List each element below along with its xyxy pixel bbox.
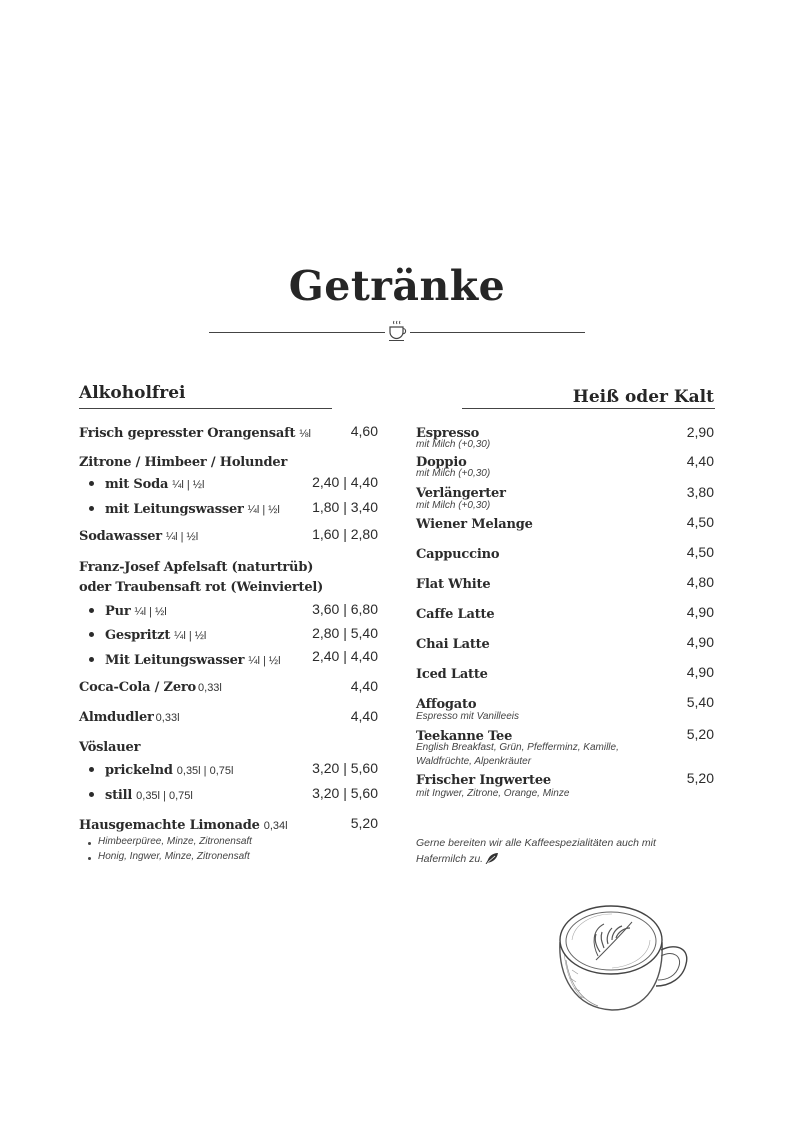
item-price: 4,50 xyxy=(686,544,714,560)
item-price: 4,90 xyxy=(686,634,714,650)
item-name: mit Leitungswasser xyxy=(105,502,244,517)
section-heading-alkoholfrei: Alkoholfrei xyxy=(79,383,186,403)
item-price: 2,80 | 5,40 xyxy=(312,625,378,641)
leaf-icon xyxy=(485,852,499,864)
item-name: Zitrone / Himbeer / Holunder xyxy=(79,455,288,470)
item-name: Hausgemachte Limonade xyxy=(79,818,260,833)
menu-group-heading xyxy=(79,453,287,471)
menu-item xyxy=(416,545,499,563)
item-name: Affogato xyxy=(416,697,477,712)
item-unit: ¼l | ½l xyxy=(134,606,167,618)
item-price: 4,40 xyxy=(350,678,378,694)
menu-item xyxy=(105,786,193,804)
item-price: 5,40 xyxy=(686,694,714,710)
item-note: mit Milch (+0,30) xyxy=(416,468,491,479)
section-rule-left xyxy=(79,408,332,409)
item-price: 2,40 | 4,40 xyxy=(312,648,378,664)
item-unit: ¼l | ½l xyxy=(174,630,207,642)
item-name: still xyxy=(105,788,133,803)
item-name: Espresso xyxy=(416,426,480,441)
title-divider-right xyxy=(410,332,585,333)
item-price: 2,90 xyxy=(686,424,714,440)
menu-item xyxy=(416,515,533,533)
item-price: 3,60 | 6,80 xyxy=(312,601,378,617)
item-name: Mit Leitungswasser xyxy=(105,653,245,668)
item-price: 3,20 | 5,60 xyxy=(312,785,378,801)
item-price: 4,80 xyxy=(686,574,714,590)
menu-group-heading xyxy=(79,738,140,756)
list-bullet xyxy=(89,632,94,637)
limonade-option: Himbeerpüree, Minze, Zitronensaft xyxy=(98,836,252,847)
footnote-line1: Gerne bereiten wir alle Kaffeespezialitäten auch mit xyxy=(416,837,656,849)
item-price: 5,20 xyxy=(350,815,378,831)
item-note: mit Milch (+0,30) xyxy=(416,500,491,511)
item-price: 4,40 xyxy=(686,453,714,469)
title-divider-left xyxy=(209,332,385,333)
item-name: Iced Latte xyxy=(416,667,488,682)
coffee-cup-icon xyxy=(385,319,409,343)
menu-item xyxy=(105,626,206,644)
menu-item xyxy=(79,678,222,696)
section-rule-right xyxy=(462,408,715,409)
item-price: 4,90 xyxy=(686,664,714,680)
item-unit: ¼l | ½l xyxy=(172,479,205,491)
list-bullet xyxy=(88,842,91,845)
item-unit: ¼l | ½l xyxy=(165,531,199,543)
item-unit: 0,35l | 0,75l xyxy=(136,790,193,802)
page-title: Getränke xyxy=(288,262,506,310)
item-unit: ¼l | ½l xyxy=(247,504,280,516)
menu-item xyxy=(416,771,551,789)
item-name: Verlängerter xyxy=(416,486,506,501)
item-price: 4,50 xyxy=(686,514,714,530)
menu-item xyxy=(105,651,281,669)
menu-item xyxy=(416,575,490,593)
item-price: 4,40 xyxy=(350,708,378,724)
item-price: 4,90 xyxy=(686,604,714,620)
item-price: 3,80 xyxy=(686,484,714,500)
menu-item xyxy=(416,605,494,623)
menu-item xyxy=(105,475,204,493)
item-note: mit Milch (+0,30) xyxy=(416,439,491,450)
item-unit: ¼l | ½l xyxy=(248,655,281,667)
menu-item xyxy=(416,665,488,683)
item-unit: 0,35l | 0,75l xyxy=(176,765,234,777)
item-name: Caffe Latte xyxy=(416,607,495,622)
menu-item xyxy=(416,635,490,653)
list-bullet xyxy=(89,506,94,511)
item-name: oder Traubensaft rot (Weinviertel) xyxy=(79,580,324,595)
hafermilch-footnote xyxy=(416,835,716,867)
item-name: Franz-Josef Apfelsaft (naturtrüb) xyxy=(79,560,314,575)
item-name: mit Soda xyxy=(105,477,169,492)
list-bullet xyxy=(89,608,94,613)
item-name: prickelnd xyxy=(105,763,173,778)
item-name: Almdudler xyxy=(79,710,154,725)
menu-item xyxy=(79,708,180,726)
item-name: Frisch gepresster Orangensaft xyxy=(79,426,296,441)
item-name: Sodawasser xyxy=(79,529,162,544)
item-price: 3,20 | 5,60 xyxy=(312,760,378,776)
menu-item xyxy=(105,602,167,620)
item-price: 1,60 | 2,80 xyxy=(312,526,378,542)
list-bullet xyxy=(89,657,94,662)
item-name: Wiener Melange xyxy=(416,517,533,532)
latte-cup-illustration xyxy=(552,900,702,1018)
item-name: Chai Latte xyxy=(416,637,490,652)
item-name: Flat White xyxy=(416,577,491,592)
item-price: 2,40 | 4,40 xyxy=(312,474,378,490)
menu-item xyxy=(105,500,280,518)
item-name: Coca-Cola / Zero xyxy=(79,680,197,695)
item-name: Pur xyxy=(105,604,131,619)
item-unit: 0,34l xyxy=(263,820,288,832)
menu-item xyxy=(79,424,311,442)
item-unit: ⅛l xyxy=(299,428,311,440)
item-note-line2: Waldfrüchte, Alpenkräuter xyxy=(416,756,532,767)
item-price: 1,80 | 3,40 xyxy=(312,499,378,515)
footnote-line2: Hafermilch zu. xyxy=(416,853,484,865)
list-bullet xyxy=(89,792,94,797)
limonade-option: Honig, Ingwer, Minze, Zitronensaft xyxy=(98,851,250,862)
menu-group-heading-line2 xyxy=(79,578,323,596)
item-price: 5,20 xyxy=(686,726,714,742)
item-name: Teekanne Tee xyxy=(416,729,513,744)
item-price: 4,60 xyxy=(350,423,378,439)
section-heading-heiss-oder-kalt: Heiß oder Kalt xyxy=(572,387,714,407)
item-unit: 0,33l xyxy=(155,712,180,724)
item-name: Vöslauer xyxy=(79,740,141,755)
menu-group-heading xyxy=(79,558,313,576)
item-note: mit Ingwer, Zitrone, Orange, Minze xyxy=(416,788,570,799)
item-price: 5,20 xyxy=(686,770,714,786)
item-unit: 0,33l xyxy=(198,682,222,694)
menu-item xyxy=(79,527,198,545)
item-name: Frischer Ingwertee xyxy=(416,773,552,788)
menu-item xyxy=(105,761,233,779)
item-name: Gespritzt xyxy=(105,628,171,643)
item-name: Doppio xyxy=(416,455,467,470)
list-bullet xyxy=(88,857,91,860)
item-note: Espresso mit Vanilleeis xyxy=(416,711,520,722)
list-bullet xyxy=(89,481,94,486)
item-note: English Breakfast, Grün, Pfefferminz, Kamille, xyxy=(416,742,619,753)
list-bullet xyxy=(89,767,94,772)
item-name: Cappuccino xyxy=(416,547,500,562)
menu-item xyxy=(79,816,288,834)
